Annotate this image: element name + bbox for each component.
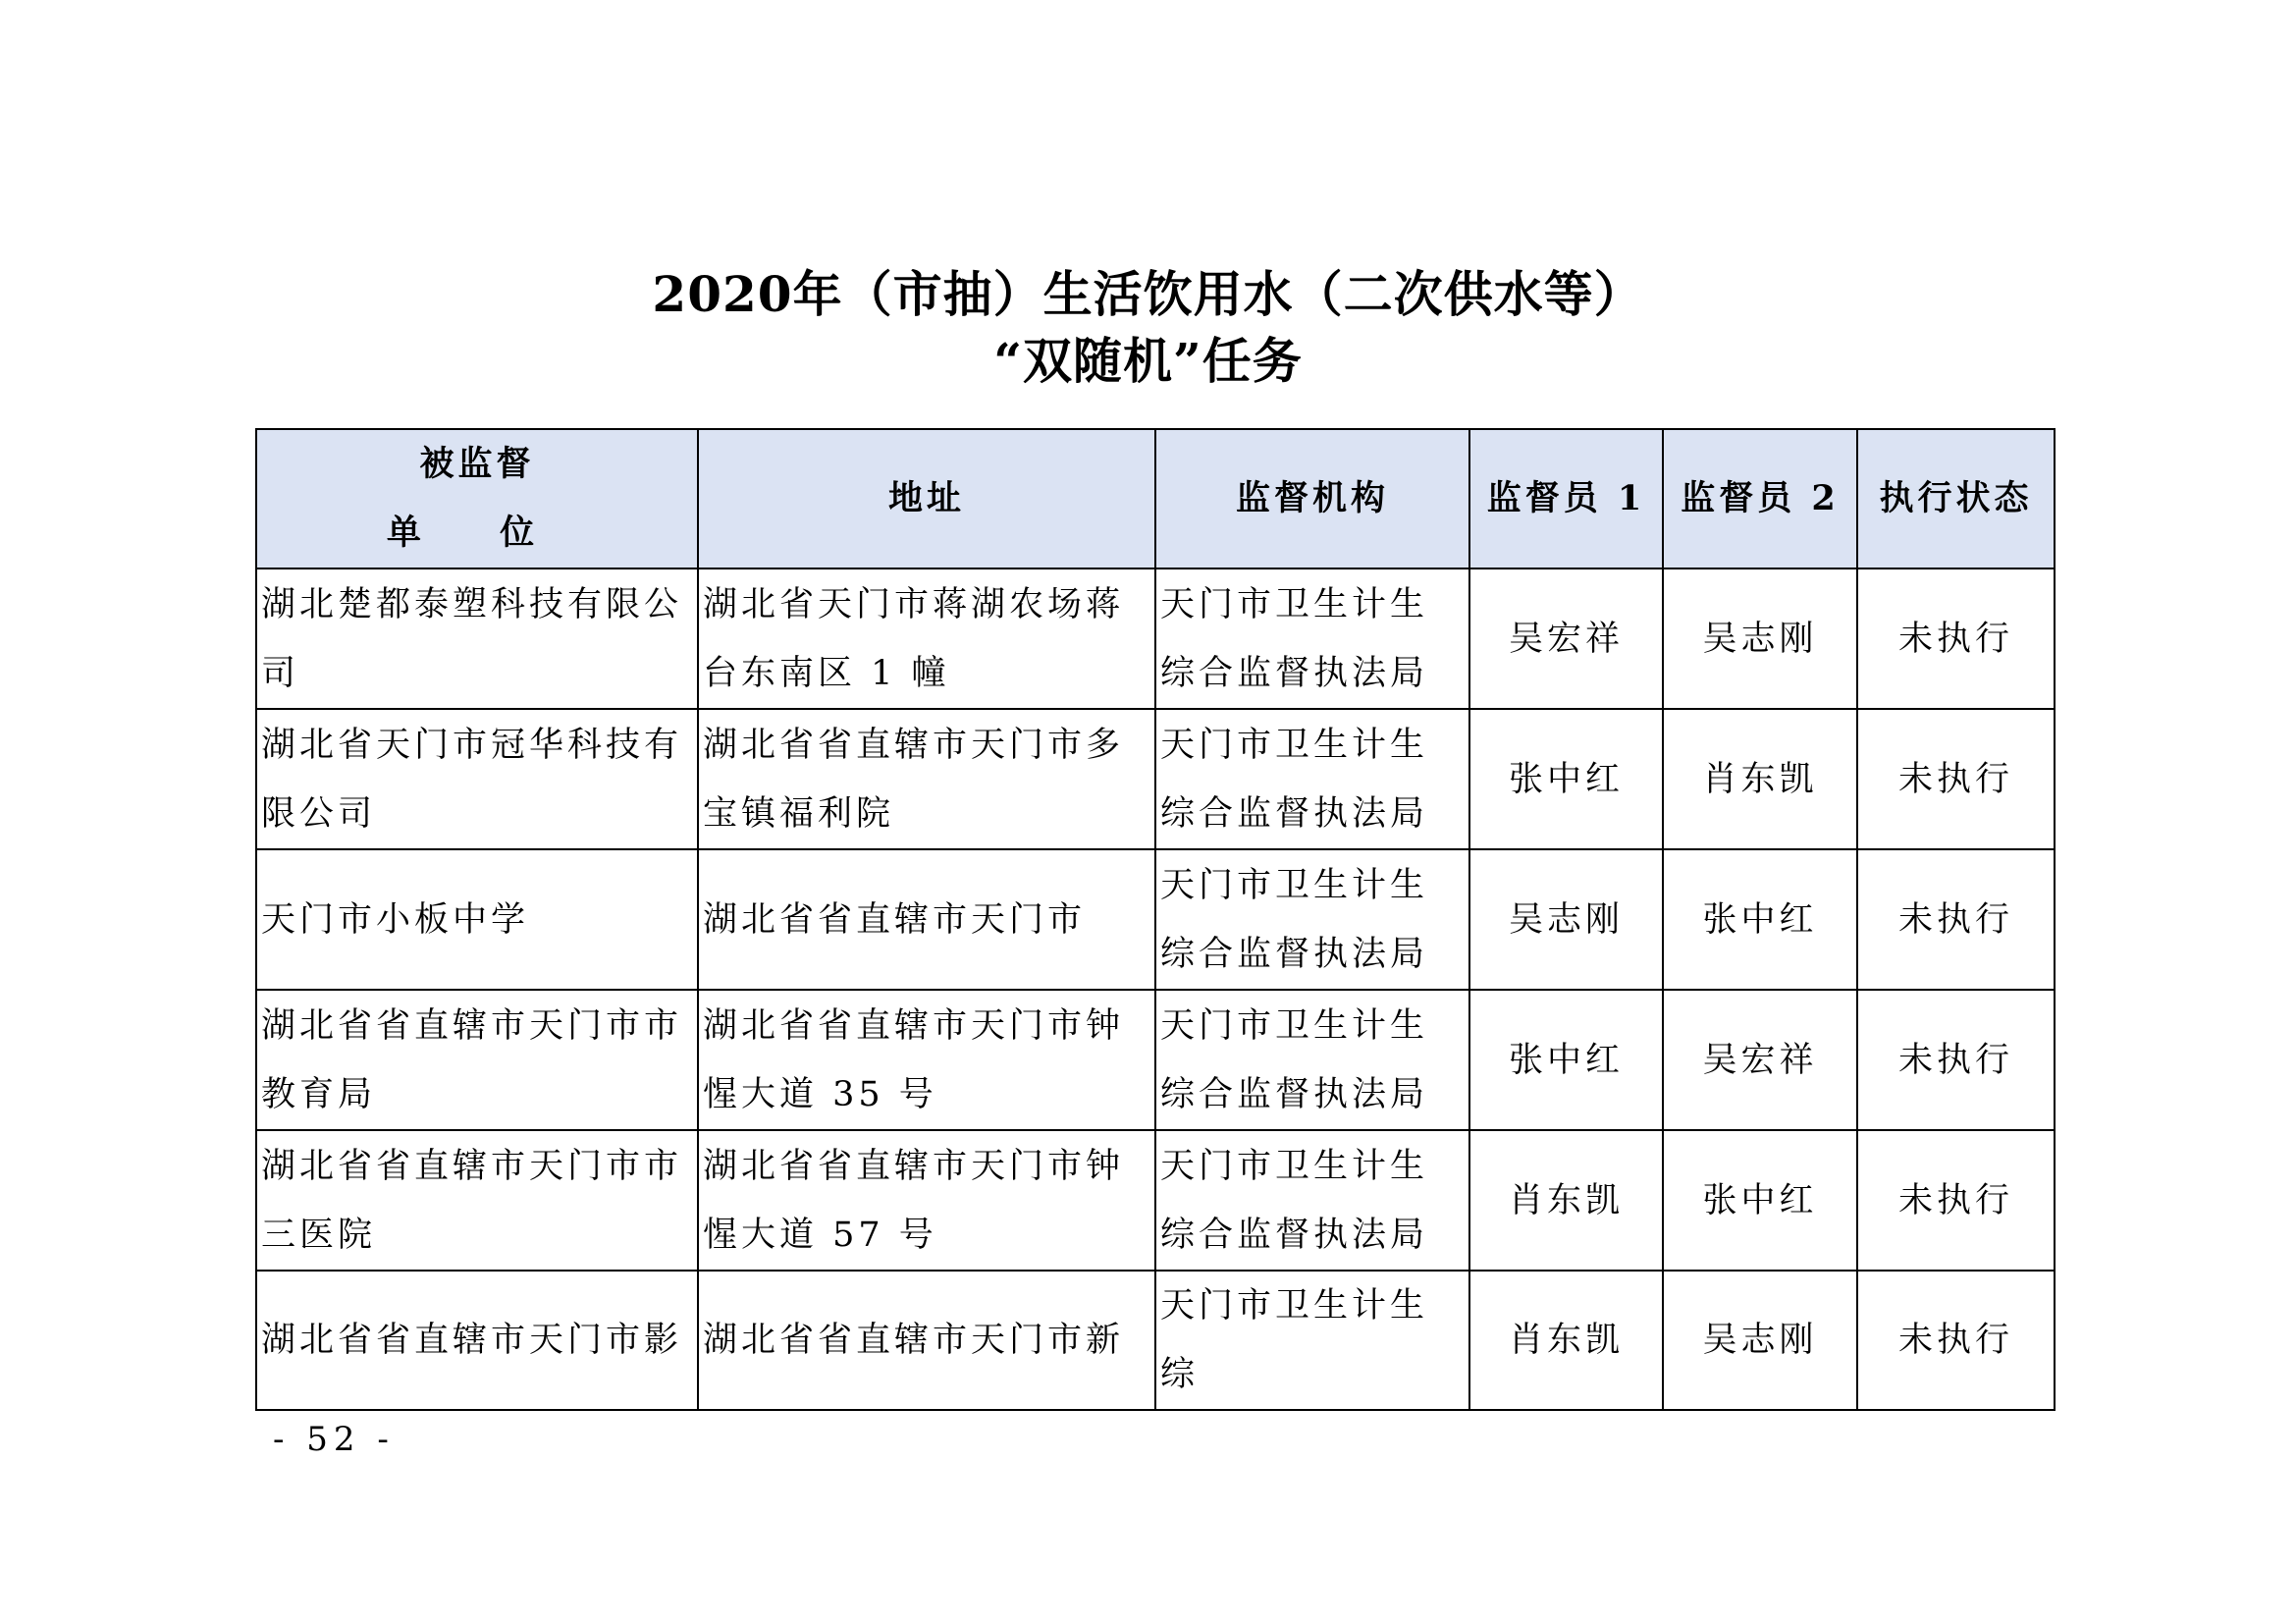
cell-agency: 天门市卫生计生综合监督执法局 (1155, 709, 1469, 849)
document-title: 2020年（市抽）生活饮用水（二次供水等） (652, 265, 1644, 323)
table-row (256, 1271, 2055, 1410)
cell-status: 未执行 (1857, 568, 2055, 709)
header-inspector1: 监督员 1 (1469, 429, 1663, 568)
cell-address: 湖北省省直辖市天门市新 (698, 1271, 1155, 1410)
cell-status: 未执行 (1857, 849, 2055, 990)
cell-address: 湖北省天门市蒋湖农场蒋台东南区 1 幢 (698, 568, 1155, 709)
header-inspector2: 监督员 2 (1663, 429, 1857, 568)
header-agency: 监督机构 (1155, 429, 1469, 568)
cell-inspector2: 吴宏祥 (1663, 990, 1857, 1130)
cell-address: 湖北省省直辖市天门市多宝镇福利院 (698, 709, 1155, 849)
cell-inspector1: 肖东凯 (1469, 1271, 1663, 1410)
cell-unit: 天门市小板中学 (256, 849, 698, 990)
table-row (256, 990, 2055, 1130)
cell-address: 湖北省省直辖市天门市钟惺大道 35 号 (698, 990, 1155, 1130)
cell-inspector1: 张中红 (1469, 990, 1663, 1130)
cell-inspector1: 吴志刚 (1469, 849, 1663, 990)
cell-inspector2: 肖东凯 (1663, 709, 1857, 849)
task-table (255, 428, 2056, 1411)
header-supervised-unit (256, 429, 698, 568)
cell-agency: 天门市卫生计生综 (1155, 1271, 1469, 1410)
cell-inspector2: 吴志刚 (1663, 568, 1857, 709)
cell-unit: 湖北省省直辖市天门市影 (256, 1271, 698, 1410)
cell-inspector2: 吴志刚 (1663, 1271, 1857, 1410)
cell-inspector1: 肖东凯 (1469, 1130, 1663, 1271)
page-number: - 52 - (273, 1420, 395, 1459)
header-unit-line2: 单 位 (386, 513, 568, 553)
cell-inspector1: 吴宏祥 (1469, 568, 1663, 709)
cell-address: 湖北省省直辖市天门市 (698, 849, 1155, 990)
cell-address: 湖北省省直辖市天门市钟惺大道 57 号 (698, 1130, 1155, 1271)
header-status: 执行状态 (1857, 429, 2055, 568)
cell-status: 未执行 (1857, 709, 2055, 849)
cell-agency: 天门市卫生计生综合监督执法局 (1155, 990, 1469, 1130)
cell-inspector1: 张中红 (1469, 709, 1663, 849)
cell-inspector2: 张中红 (1663, 849, 1857, 990)
cell-inspector2: 张中红 (1663, 1130, 1857, 1271)
header-unit-line1: 被监督 (419, 444, 535, 484)
cell-unit: 湖北楚都泰塑科技有限公司 (256, 568, 698, 709)
cell-agency: 天门市卫生计生综合监督执法局 (1155, 849, 1469, 990)
table-header-row (256, 429, 2055, 568)
cell-unit: 湖北省天门市冠华科技有限公司 (256, 709, 698, 849)
table-row (256, 568, 2055, 709)
cell-status: 未执行 (1857, 1271, 2055, 1410)
table-row (256, 709, 2055, 849)
cell-unit: 湖北省省直辖市天门市市教育局 (256, 990, 698, 1130)
table-row (256, 1130, 2055, 1271)
cell-status: 未执行 (1857, 1130, 2055, 1271)
document-subtitle: “双随机”任务 (993, 332, 1303, 390)
cell-agency: 天门市卫生计生综合监督执法局 (1155, 568, 1469, 709)
cell-agency: 天门市卫生计生综合监督执法局 (1155, 1130, 1469, 1271)
table-row (256, 849, 2055, 990)
header-address: 地址 (698, 429, 1155, 568)
cell-unit: 湖北省省直辖市天门市市三医院 (256, 1130, 698, 1271)
cell-status: 未执行 (1857, 990, 2055, 1130)
